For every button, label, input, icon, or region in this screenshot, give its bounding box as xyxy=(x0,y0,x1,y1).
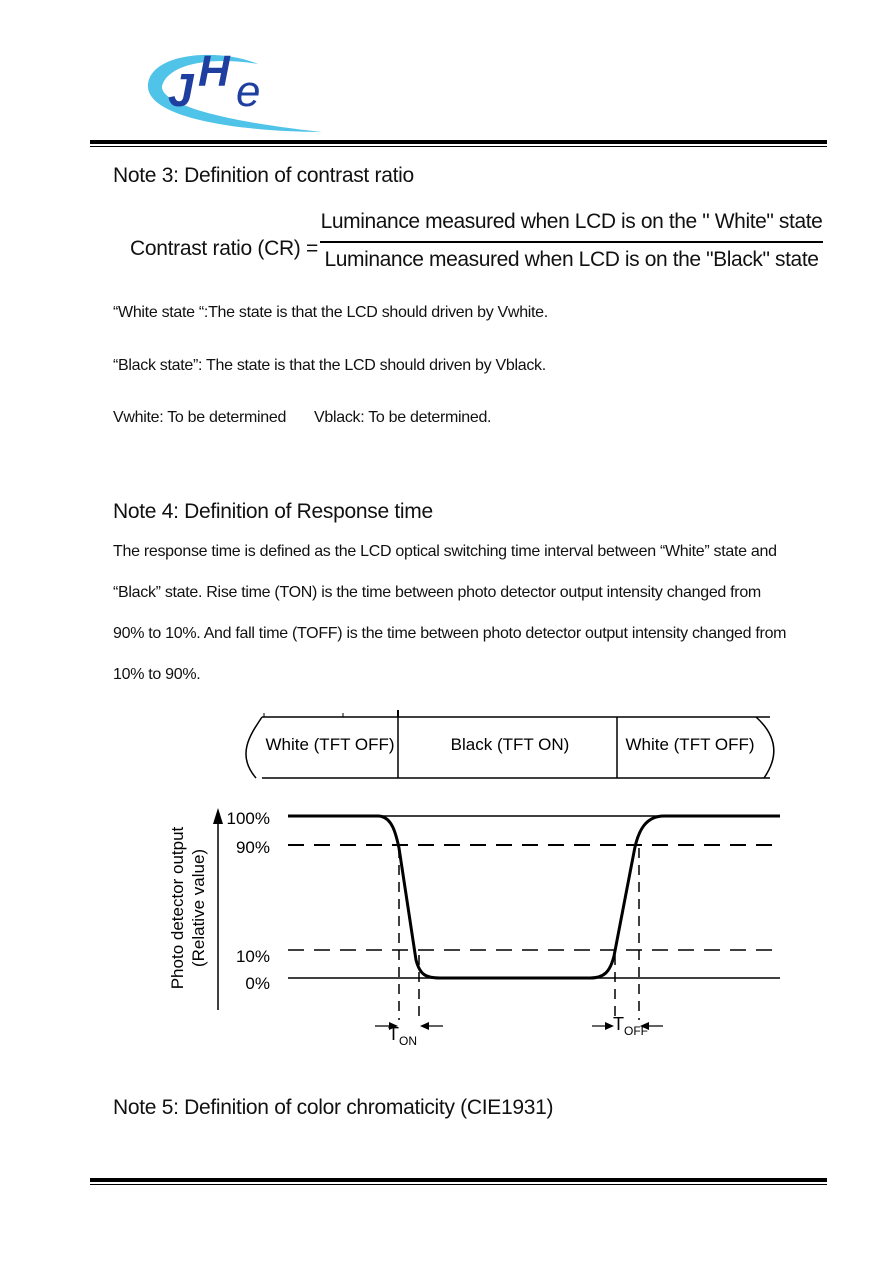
fraction-numerator: Luminance measured when LCD is on the " White" state xyxy=(320,210,823,233)
state-label-white-2: White (TFT OFF) xyxy=(625,735,755,754)
contrast-ratio-fraction xyxy=(320,210,823,272)
level-label-10: 10% xyxy=(235,947,270,966)
timing-markers xyxy=(399,848,639,1020)
response-time-diagram xyxy=(0,700,892,1050)
y-axis-label-line1: Photo detector output xyxy=(168,826,187,990)
state-label-white-1: White (TFT OFF) xyxy=(265,735,395,754)
t-on-label xyxy=(388,1024,417,1048)
fraction-denominator: Luminance measured when LCD is on the "Black" state xyxy=(324,248,819,271)
note5-heading: Note 5: Definition of color chromaticity (CIE1931) xyxy=(113,1096,554,1119)
company-logo xyxy=(140,40,340,140)
black-state-definition: “Black state”: The state is that the LCD should driven by Vblack. xyxy=(113,357,546,374)
note4-line-3: 90% to 10%. And fall time (TOFF) is the time between photo detector output intensity changed from xyxy=(113,625,787,642)
response-curve xyxy=(288,816,780,978)
y-axis-arrow xyxy=(213,808,223,1010)
t-off-main: T xyxy=(613,1014,624,1034)
logo-letter-j: J xyxy=(168,64,194,116)
logo-graphic xyxy=(140,40,340,140)
level-label-90: 90% xyxy=(235,838,270,857)
t-on-arrows xyxy=(375,1022,443,1030)
state-label-black: Black (TFT ON) xyxy=(450,735,570,754)
vblack-value: Vblack: To be determined. xyxy=(314,409,492,426)
header-rule xyxy=(90,140,827,147)
t-on-main: T xyxy=(388,1024,399,1044)
t-on-subscript: ON xyxy=(399,1034,417,1048)
note4-heading: Note 4: Definition of Response time xyxy=(113,500,433,523)
note4-line-4: 10% to 90%. xyxy=(113,666,201,683)
note3-heading: Note 3: Definition of contrast ratio xyxy=(113,164,414,187)
fraction-bar xyxy=(320,241,823,243)
y-axis-label-line2: (Relative value) xyxy=(189,848,208,968)
logo-letter-h: H xyxy=(198,47,230,96)
level-label-100: 100% xyxy=(226,809,270,828)
vwhite-value: Vwhite: To be determined xyxy=(113,409,287,426)
contrast-ratio-label: Contrast ratio (CR) = xyxy=(130,237,319,260)
note4-line-1: The response time is defined as the LCD optical switching time interval between “White” state and xyxy=(113,543,777,560)
note4-line-2: “Black” state. Rise time (TON) is the time between photo detector output intensity changed from xyxy=(113,584,761,601)
logo-letter-e: e xyxy=(236,67,261,116)
level-label-0: 0% xyxy=(245,974,270,993)
t-off-subscript: OFF xyxy=(624,1024,648,1038)
white-state-definition: “White state “:The state is that the LCD should driven by Vwhite. xyxy=(113,304,548,321)
footer-rule xyxy=(90,1178,827,1185)
t-off-label xyxy=(613,1014,648,1038)
